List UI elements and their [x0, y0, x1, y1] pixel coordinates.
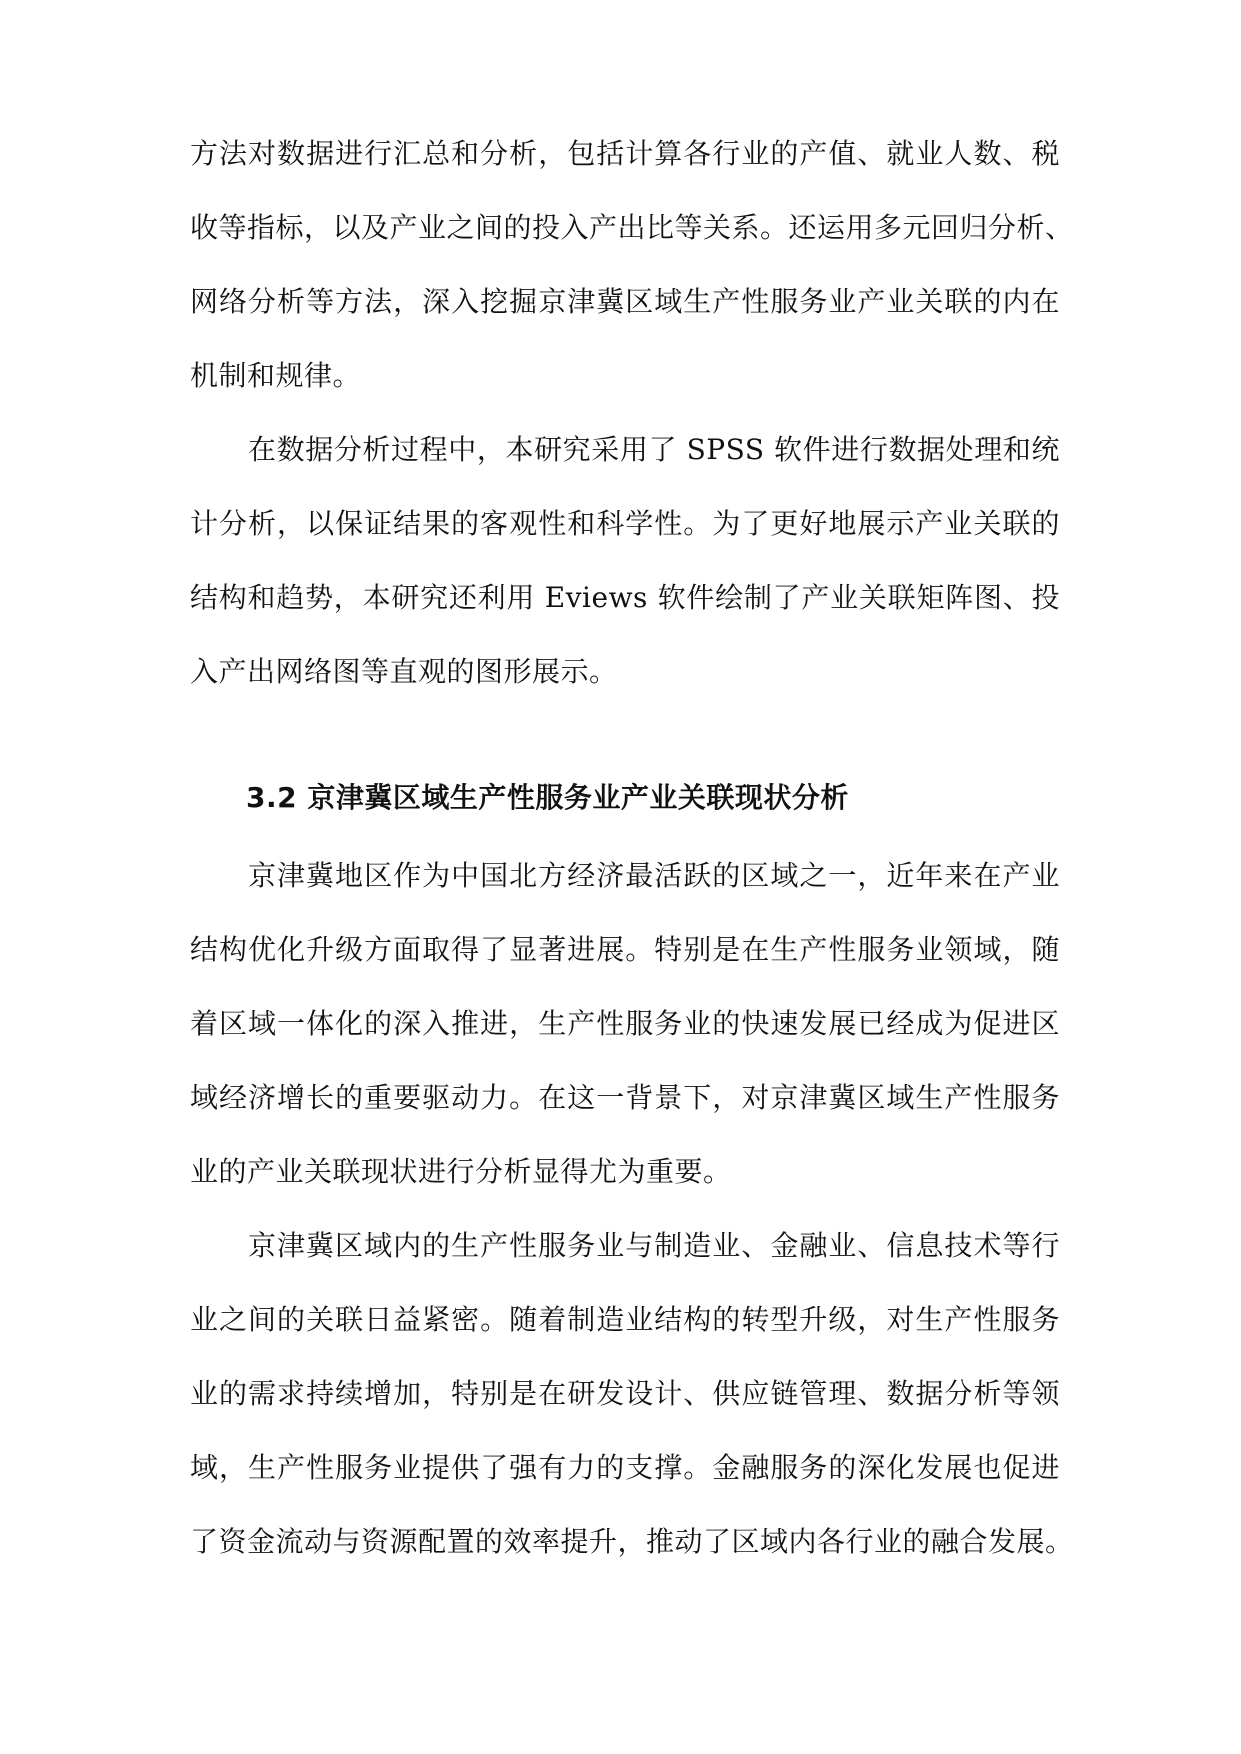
- paragraph-2-line-1: 在数据分析过程中，本研究采用了 SPSS 软件进行数据处理和统: [248, 433, 1060, 466]
- paragraph-4-line-4: 域，生产性服务业提供了强有力的支撑。金融服务的深化发展也促进: [190, 1451, 1060, 1484]
- paragraph-3-line-4: 域经济增长的重要驱动力。在这一背景下，对京津冀区域生产性服务: [190, 1081, 1060, 1114]
- paragraph-4-line-2: 业之间的关联日益紧密。随着制造业结构的转型升级，对生产性服务: [190, 1303, 1060, 1336]
- paragraph-2-line-3: 结构和趋势，本研究还利用 Eviews 软件绘制了产业关联矩阵图、投: [190, 581, 1060, 614]
- paragraph-3-line-2: 结构优化升级方面取得了显著进展。特别是在生产性服务业领域，随: [190, 933, 1060, 966]
- paragraph-2-line-2: 计分析，以保证结果的客观性和科学性。为了更好地展示产业关联的: [190, 507, 1060, 540]
- paragraph-3-line-1: 京津冀地区作为中国北方经济最活跃的区域之一，近年来在产业: [248, 859, 1060, 892]
- paragraph-2-line-4: 入产出网络图等直观的图形展示。: [190, 655, 618, 688]
- paragraph-3-line-3: 着区域一体化的深入推进，生产性服务业的快速发展已经成为促进区: [190, 1007, 1060, 1040]
- paragraph-1-line-2: 收等指标，以及产业之间的投入产出比等关系。还运用多元回归分析、: [190, 211, 1074, 244]
- paragraph-1-line-4: 机制和规律。: [190, 359, 362, 392]
- paragraph-4-line-1: 京津冀区域内的生产性服务业与制造业、金融业、信息技术等行: [248, 1229, 1060, 1262]
- paragraph-4-line-3: 业的需求持续增加，特别是在研发设计、供应链管理、数据分析等领: [190, 1377, 1060, 1410]
- paragraph-1-line-3: 网络分析等方法，深入挖掘京津冀区域生产性服务业产业关联的内在: [190, 285, 1060, 318]
- paragraph-4-line-5: 了资金流动与资源配置的效率提升，推动了区域内各行业的融合发展。: [190, 1525, 1074, 1558]
- paragraph-3-line-5: 业的产业关联现状进行分析显得尤为重要。: [190, 1155, 732, 1188]
- paragraph-1-line-1: 方法对数据进行汇总和分析，包括计算各行业的产值、就业人数、税: [190, 137, 1060, 170]
- section-heading: 3.2 京津冀区域生产性服务业产业关联现状分析: [246, 781, 849, 814]
